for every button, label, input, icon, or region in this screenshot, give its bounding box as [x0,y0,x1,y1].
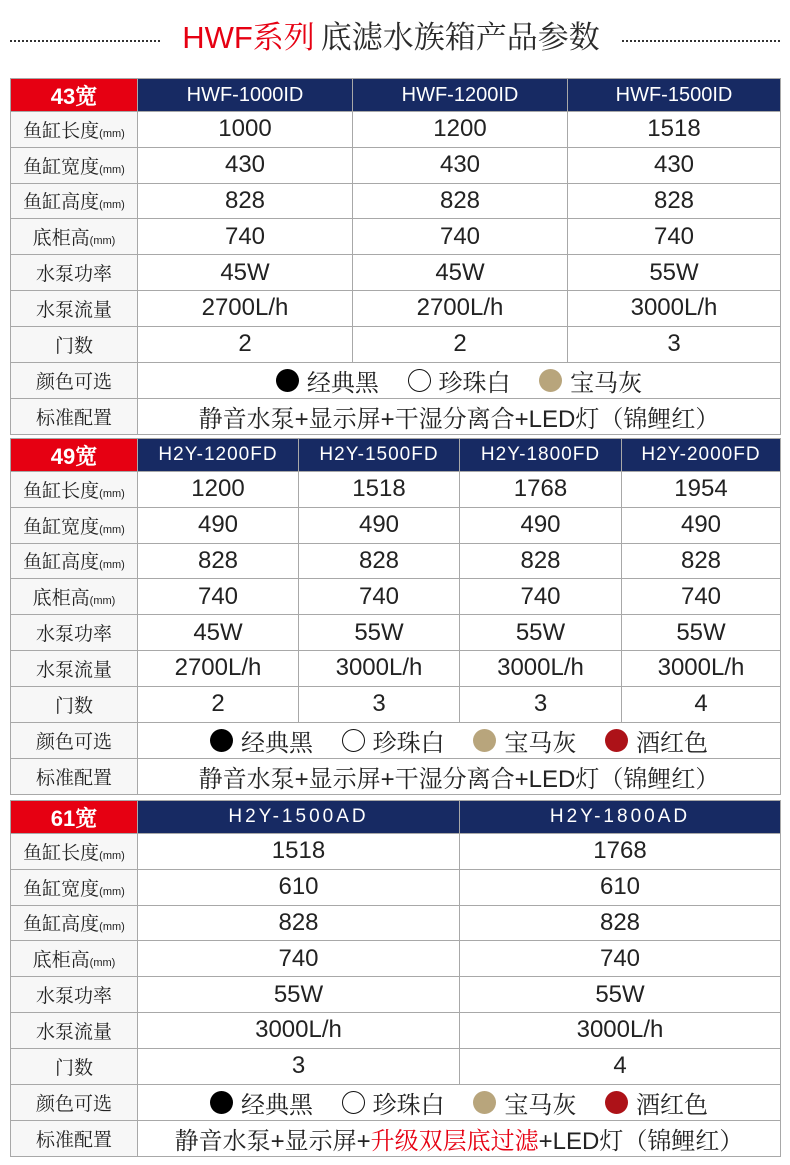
spec-value: 740 [622,579,781,615]
color-option-white [342,723,445,758]
spec-label-unit: (mm) [99,523,125,536]
spec-label: 颜色可选 [11,362,138,398]
spec-label [11,543,138,579]
spec-label: 标准配置 [11,398,138,434]
spec-row-pump-power [11,255,781,291]
spec-value: 45W [138,615,299,651]
spec-value: 3000L/h [622,650,781,686]
color-options [138,1084,781,1120]
spec-value: 828 [353,183,568,219]
spec-label-unit: (mm) [99,487,125,500]
spec-label [11,183,138,219]
spec-value: 828 [138,543,299,579]
spec-label: 门数 [11,686,138,722]
dotted-divider-left [10,40,160,42]
tan-circle-icon [539,369,562,392]
spec-label: 门数 [11,326,138,362]
spec-label-text: 底柜高 [32,588,90,610]
spec-value: 1954 [622,472,781,508]
spec-label [11,579,138,615]
spec-row-config [11,1120,781,1156]
color-option-wine [605,723,708,758]
spec-label [11,472,138,508]
color-option-white [408,363,511,398]
spec-label [11,834,138,870]
color-option-label: 宝马灰 [504,1091,577,1119]
spec-label-text: 鱼缸高度 [23,192,100,214]
spec-value: 740 [353,219,568,255]
spec-value: 1200 [138,472,299,508]
color-option-gray [473,723,576,758]
spec-value: 45W [138,255,353,291]
spec-row-tank-height [11,183,781,219]
spec-label: 水泵功率 [11,255,138,291]
title-text: 底滤水族箱产品参数 [320,20,600,55]
spec-value: 3000L/h [568,290,781,326]
spec-row-colors [11,362,781,398]
spec-label: 颜色可选 [11,722,138,758]
spec-row-pump-flow [11,650,781,686]
spec-label-text: 鱼缸高度 [23,914,100,936]
color-options [138,362,781,398]
spec-label-unit: (mm) [89,235,116,248]
black-circle-icon [276,369,299,392]
spec-value: 490 [299,507,460,543]
model-header: H2Y-2000FD [622,439,781,472]
white-circle-icon [342,1091,365,1114]
black-circle-icon [210,1091,233,1114]
spec-value: 55W [622,615,781,651]
white-circle-icon [342,729,365,752]
spec-row-cabinet-height [11,941,781,977]
spec-label-text: 鱼缸长度 [23,480,100,502]
red-circle-icon [605,1091,628,1114]
spec-label-unit: (mm) [89,957,116,970]
spec-table-61 [10,800,781,1157]
spec-value: 2 [353,326,568,362]
spec-value: 828 [568,183,781,219]
spec-row-tank-width [11,147,781,183]
spec-value: 740 [138,219,353,255]
spec-label-text: 鱼缸高度 [23,552,100,574]
spec-label-text: 底柜高 [32,950,90,972]
spec-value: 2700L/h [353,290,568,326]
spec-label: 颜色可选 [11,1084,138,1120]
spec-value: 2 [138,686,299,722]
spec-value: 430 [138,147,353,183]
spec-value: 3 [299,686,460,722]
spec-label [11,112,138,148]
spec-value: 3 [138,1048,460,1084]
color-option-label: 经典黑 [240,729,313,757]
spec-label-text: 鱼缸宽度 [23,878,100,900]
color-option-label: 宝马灰 [570,369,643,397]
spec-label-text: 鱼缸长度 [23,842,100,864]
spec-value: 1518 [299,472,460,508]
spec-value: 3000L/h [138,1012,460,1048]
spec-row-pump-power [11,615,781,651]
spec-label-unit: (mm) [89,595,116,608]
spec-label-unit: (mm) [99,921,125,934]
spec-value: 2700L/h [138,290,353,326]
spec-row-door-count [11,1048,781,1084]
color-option-label: 酒红色 [636,1091,708,1119]
color-option-label: 珍珠白 [372,1091,445,1119]
color-option-gray [473,1085,576,1120]
spec-value: 2 [138,326,353,362]
spec-label: 标准配置 [11,1120,138,1156]
color-option-white [342,1085,445,1120]
spec-label-unit: (mm) [99,885,125,898]
spec-value: 740 [568,219,781,255]
color-option-black [276,363,379,398]
dotted-divider-right [622,40,780,42]
spec-value: 828 [460,905,781,941]
spec-value: 430 [353,147,568,183]
spec-label-unit: (mm) [99,127,125,140]
spec-value: 828 [460,543,622,579]
spec-label-unit: (mm) [99,199,125,212]
title-series: HWF系列 [182,20,315,55]
standard-config: 静音水泵+显示屏+干湿分离合+LED灯（锦鲤红） [138,398,781,434]
red-circle-icon [605,729,628,752]
model-header: H2Y-1500AD [138,801,460,834]
model-header: HWF-1500ID [568,79,781,112]
spec-row-colors [11,1084,781,1120]
spec-value: 3 [568,326,781,362]
spec-label-unit: (mm) [99,163,125,176]
spec-value: 3000L/h [460,650,622,686]
color-option-label: 酒红色 [636,729,708,757]
spec-label [11,905,138,941]
standard-config: 静音水泵+显示屏+干湿分离合+LED灯（锦鲤红） [138,758,781,794]
tan-circle-icon [473,1091,496,1114]
spec-row-cabinet-height [11,219,781,255]
tan-circle-icon [473,729,496,752]
spec-value: 1768 [460,472,622,508]
spec-value: 1768 [460,834,781,870]
width-tag: 49宽 [11,439,138,472]
color-option-black [210,1085,313,1120]
spec-label: 水泵流量 [11,290,138,326]
spec-label-text: 底柜高 [32,228,90,250]
page-title [160,17,622,59]
spec-value: 3000L/h [460,1012,781,1048]
spec-label: 水泵功率 [11,977,138,1013]
config-text-after: +LED灯（锦鲤红） [538,1127,744,1155]
spec-value: 3 [460,686,622,722]
spec-value: 55W [138,977,460,1013]
spec-label-text: 鱼缸长度 [23,120,100,142]
spec-value: 828 [622,543,781,579]
spec-row-pump-power [11,977,781,1013]
spec-value: 490 [622,507,781,543]
black-circle-icon [210,729,233,752]
spec-label [11,219,138,255]
spec-label: 水泵流量 [11,1012,138,1048]
spec-value: 740 [138,579,299,615]
color-options [138,722,781,758]
spec-value: 828 [138,905,460,941]
spec-row-colors [11,722,781,758]
spec-value: 828 [138,183,353,219]
header-row [11,801,781,834]
color-option-wine [605,1085,708,1120]
spec-row-door-count [11,326,781,362]
spec-value: 1518 [568,112,781,148]
spec-row-tank-height [11,543,781,579]
header-row [11,439,781,472]
spec-value: 4 [460,1048,781,1084]
spec-value: 430 [568,147,781,183]
spec-label: 门数 [11,1048,138,1084]
spec-value: 45W [353,255,568,291]
spec-value: 1518 [138,834,460,870]
model-header: H2Y-1200FD [138,439,299,472]
standard-config [138,1120,781,1156]
spec-row-pump-flow [11,290,781,326]
config-text-highlight: 升级双层底过滤 [370,1127,539,1155]
spec-label-unit: (mm) [99,849,125,862]
spec-value: 55W [460,977,781,1013]
spec-label-text: 鱼缸宽度 [23,516,100,538]
spec-value: 610 [138,869,460,905]
spec-table-43 [10,78,781,435]
model-header: H2Y-1500FD [299,439,460,472]
spec-value: 3000L/h [299,650,460,686]
white-circle-icon [408,369,431,392]
color-option-label: 经典黑 [306,369,379,397]
spec-value: 2700L/h [138,650,299,686]
config-text-before: 静音水泵+显示屏+ [174,1127,371,1155]
spec-value: 55W [299,615,460,651]
header-row [11,79,781,112]
spec-label-unit: (mm) [99,559,125,572]
spec-label [11,869,138,905]
spec-value: 740 [460,579,622,615]
spec-row-tank-length [11,834,781,870]
color-option-label: 经典黑 [240,1091,313,1119]
model-header: HWF-1000ID [138,79,353,112]
spec-value: 828 [299,543,460,579]
model-header: H2Y-1800AD [460,801,781,834]
spec-label [11,147,138,183]
spec-value: 740 [299,579,460,615]
spec-row-tank-width [11,507,781,543]
spec-value: 740 [138,941,460,977]
spec-value: 1200 [353,112,568,148]
spec-value: 1000 [138,112,353,148]
color-option-gray [539,363,642,398]
model-header: HWF-1200ID [353,79,568,112]
spec-label [11,507,138,543]
color-option-label: 珍珠白 [372,729,445,757]
spec-row-config [11,758,781,794]
spec-row-config [11,398,781,434]
width-tag: 43宽 [11,79,138,112]
color-option-black [210,723,313,758]
spec-row-tank-width [11,869,781,905]
spec-label: 水泵功率 [11,615,138,651]
spec-label-text: 鱼缸宽度 [23,156,100,178]
spec-table-49 [10,438,781,795]
spec-value: 55W [460,615,622,651]
spec-row-tank-length [11,112,781,148]
spec-value: 490 [138,507,299,543]
spec-label [11,941,138,977]
spec-row-tank-height [11,905,781,941]
spec-value: 55W [568,255,781,291]
spec-row-pump-flow [11,1012,781,1048]
width-tag: 61宽 [11,801,138,834]
model-header: H2Y-1800FD [460,439,622,472]
spec-value: 490 [460,507,622,543]
spec-label: 水泵流量 [11,650,138,686]
spec-row-door-count [11,686,781,722]
spec-label: 标准配置 [11,758,138,794]
spec-value: 610 [460,869,781,905]
spec-value: 740 [460,941,781,977]
color-option-label: 宝马灰 [504,729,577,757]
color-option-label: 珍珠白 [438,369,511,397]
spec-value: 4 [622,686,781,722]
spec-row-cabinet-height [11,579,781,615]
spec-row-tank-length [11,472,781,508]
